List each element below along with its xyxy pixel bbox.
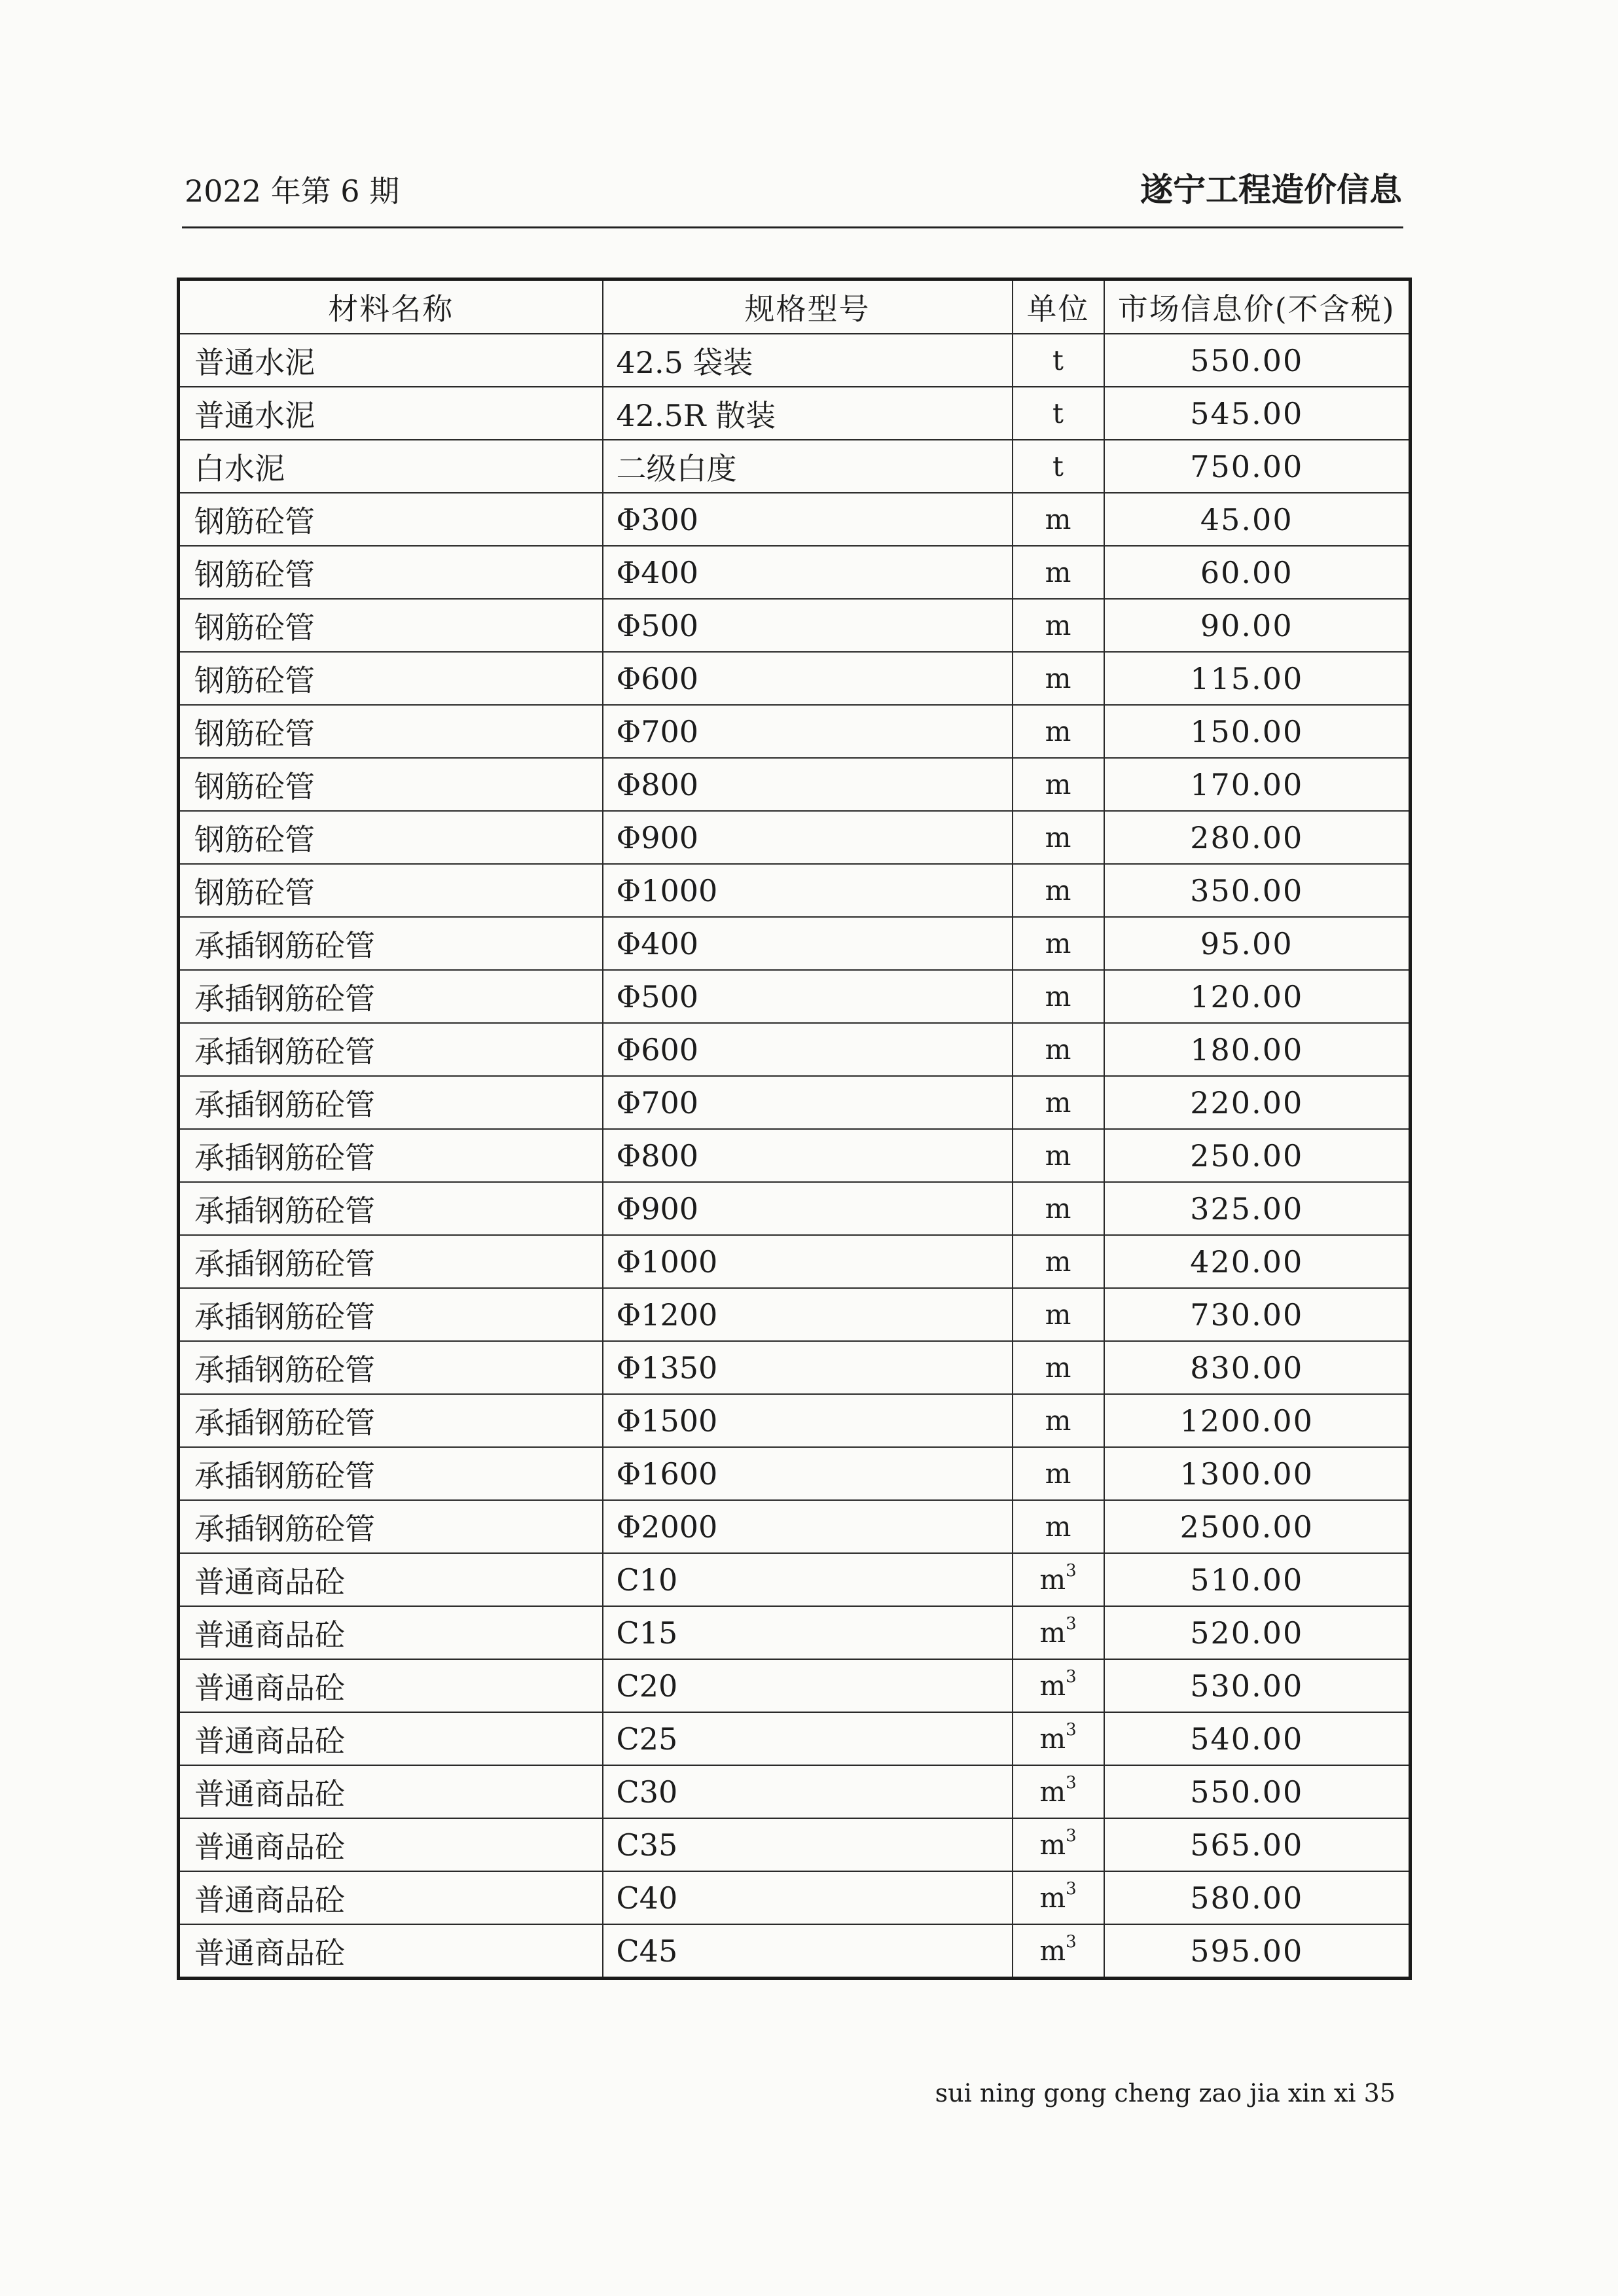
spec-cell-text: Φ1000	[616, 872, 718, 908]
spec-cell	[603, 917, 1013, 970]
price-cell	[1104, 1924, 1411, 1979]
unit-cell	[1013, 1659, 1104, 1712]
spec-cell-text: 二级白度	[616, 450, 737, 486]
unit-cell-text: m	[1039, 1882, 1066, 1914]
spec-cell-text: 42.5R 散装	[616, 397, 776, 433]
spec-cell	[603, 387, 1013, 440]
spec-cell-text: Φ1600	[616, 1456, 718, 1492]
material-name-cell-text: 普通商品砼	[194, 1935, 345, 1971]
material-name-cell	[179, 970, 603, 1023]
unit-cell-text: m	[1039, 1617, 1066, 1649]
material-name-cell	[179, 705, 603, 758]
spec-cell-text: 42.5 袋装	[616, 344, 753, 380]
material-name-cell	[179, 546, 603, 599]
price-cell-text: 730.00	[1190, 1297, 1304, 1333]
material-name-cell	[179, 1924, 603, 1979]
price-cell-text: 565.00	[1190, 1827, 1304, 1863]
unit-cell-text: m	[1039, 1776, 1066, 1808]
unit-cell	[1013, 1447, 1104, 1500]
material-name-cell	[179, 1765, 603, 1818]
spec-cell	[603, 1182, 1013, 1235]
table-row	[179, 1871, 1411, 1924]
table-row	[179, 758, 1411, 811]
material-name-cell	[179, 864, 603, 917]
price-cell	[1104, 1023, 1411, 1076]
page-footer: sui ning gong cheng zao jia xin xi 35	[935, 2079, 1395, 2108]
spec-cell-text: C20	[616, 1668, 678, 1704]
spec-cell-text: Φ700	[616, 1085, 699, 1121]
unit-cell-text: t	[1052, 397, 1064, 429]
table-row	[179, 1447, 1411, 1500]
price-cell	[1104, 864, 1411, 917]
unit-exponent: 3	[1066, 1879, 1077, 1899]
material-name-cell	[179, 1871, 603, 1924]
table-row	[179, 334, 1411, 387]
unit-cell-text: m	[1045, 874, 1071, 906]
unit-exponent: 3	[1066, 1932, 1077, 1952]
table-row	[179, 811, 1411, 864]
material-name-cell-text: 承插钢筋砼管	[194, 1299, 375, 1335]
price-cell-text: 325.00	[1190, 1191, 1304, 1227]
table-row	[179, 1500, 1411, 1553]
table-row	[179, 1235, 1411, 1288]
spec-cell	[603, 440, 1013, 493]
price-cell-text: 180.00	[1190, 1031, 1304, 1067]
material-name-cell	[179, 493, 603, 546]
unit-cell-text: m	[1045, 1352, 1071, 1384]
unit-cell-text: t	[1052, 344, 1064, 376]
unit-cell	[1013, 387, 1104, 440]
spec-cell	[603, 705, 1013, 758]
spec-cell	[603, 546, 1013, 599]
unit-cell-text: m	[1045, 1405, 1071, 1437]
unit-cell	[1013, 1076, 1104, 1129]
price-cell-text: 520.00	[1190, 1615, 1304, 1651]
spec-cell	[603, 334, 1013, 387]
spec-cell	[603, 1765, 1013, 1818]
issue-label: 2022 年第 6 期	[185, 173, 400, 209]
material-name-cell-text: 普通商品砼	[194, 1564, 345, 1600]
unit-cell	[1013, 1023, 1104, 1076]
unit-cell	[1013, 1182, 1104, 1235]
price-cell	[1104, 758, 1411, 811]
table-row	[179, 864, 1411, 917]
price-cell-text: 830.00	[1190, 1350, 1304, 1386]
material-name-cell	[179, 387, 603, 440]
spec-cell-text: Φ800	[616, 766, 699, 802]
table-row	[179, 917, 1411, 970]
spec-cell-text: C10	[616, 1562, 678, 1598]
material-name-cell	[179, 917, 603, 970]
column-header-name: 材料名称	[179, 279, 603, 334]
unit-cell	[1013, 440, 1104, 493]
unit-cell	[1013, 1553, 1104, 1606]
table-row	[179, 1659, 1411, 1712]
material-name-cell-text: 钢筋砼管	[194, 556, 315, 592]
material-name-cell-text: 普通商品砼	[194, 1882, 345, 1918]
spec-cell	[603, 493, 1013, 546]
price-cell-text: 545.00	[1190, 395, 1304, 431]
unit-cell	[1013, 1924, 1104, 1979]
unit-cell	[1013, 1765, 1104, 1818]
price-cell-text: 350.00	[1190, 872, 1304, 908]
material-name-cell	[179, 440, 603, 493]
table-row	[179, 1553, 1411, 1606]
spec-cell-text: Φ300	[616, 501, 699, 537]
material-name-cell	[179, 1129, 603, 1182]
spec-cell	[603, 1076, 1013, 1129]
spec-cell-text: Φ400	[616, 925, 699, 961]
table-body	[179, 334, 1411, 1979]
unit-cell	[1013, 970, 1104, 1023]
unit-cell-text: m	[1045, 1086, 1071, 1119]
material-name-cell-text: 承插钢筋砼管	[194, 1246, 375, 1282]
spec-cell-text: Φ500	[616, 607, 699, 643]
price-cell	[1104, 1500, 1411, 1553]
unit-cell	[1013, 1871, 1104, 1924]
table-row	[179, 1818, 1411, 1871]
table-row	[179, 1712, 1411, 1765]
unit-cell-text: m	[1045, 662, 1071, 694]
spec-cell	[603, 1871, 1013, 1924]
material-name-cell	[179, 652, 603, 705]
price-cell-text: 250.00	[1190, 1138, 1304, 1174]
price-cell-text: 1200.00	[1179, 1403, 1314, 1439]
spec-cell-text: Φ400	[616, 554, 699, 590]
unit-cell	[1013, 705, 1104, 758]
table-row	[179, 546, 1411, 599]
price-cell-text: 530.00	[1190, 1668, 1304, 1704]
material-name-cell	[179, 758, 603, 811]
price-cell-text: 120.00	[1190, 978, 1304, 1014]
table-row	[179, 1023, 1411, 1076]
unit-cell	[1013, 1818, 1104, 1871]
unit-cell-text: m	[1045, 821, 1071, 853]
table-header-row	[179, 279, 1411, 334]
unit-cell-text: m	[1045, 1458, 1071, 1490]
price-cell	[1104, 1129, 1411, 1182]
spec-cell-text: C35	[616, 1827, 678, 1863]
spec-cell	[603, 1129, 1013, 1182]
spec-cell-text: Φ800	[616, 1138, 699, 1174]
price-cell	[1104, 1765, 1411, 1818]
price-cell	[1104, 652, 1411, 705]
price-cell-text: 60.00	[1200, 554, 1293, 590]
material-name-cell	[179, 1818, 603, 1871]
spec-cell-text: Φ1200	[616, 1297, 718, 1333]
unit-cell	[1013, 1288, 1104, 1341]
price-cell	[1104, 1182, 1411, 1235]
price-cell	[1104, 1394, 1411, 1447]
spec-cell	[603, 1500, 1013, 1553]
material-name-cell-text: 普通商品砼	[194, 1670, 345, 1706]
price-cell	[1104, 1076, 1411, 1129]
table-row	[179, 440, 1411, 493]
price-cell-text: 510.00	[1190, 1562, 1304, 1598]
unit-cell-text: t	[1052, 450, 1064, 482]
material-name-cell	[179, 1712, 603, 1765]
table-row	[179, 1288, 1411, 1341]
material-name-cell-text: 钢筋砼管	[194, 768, 315, 804]
price-cell	[1104, 1818, 1411, 1871]
price-cell-text: 90.00	[1200, 607, 1293, 643]
material-name-cell-text: 承插钢筋砼管	[194, 1511, 375, 1547]
price-cell	[1104, 1606, 1411, 1659]
spec-cell	[603, 1924, 1013, 1979]
unit-cell-text: m	[1045, 609, 1071, 641]
unit-cell	[1013, 1712, 1104, 1765]
unit-cell	[1013, 334, 1104, 387]
spec-cell-text: C25	[616, 1721, 678, 1757]
price-table	[177, 278, 1412, 1980]
material-name-cell-text: 普通商品砼	[194, 1776, 345, 1812]
spec-cell-text: Φ900	[616, 1191, 699, 1227]
material-name-cell-text: 钢筋砼管	[194, 503, 315, 539]
material-name-cell-text: 普通商品砼	[194, 1617, 345, 1653]
price-cell-text: 95.00	[1200, 925, 1293, 961]
column-header-spec: 规格型号	[603, 279, 1013, 334]
material-name-cell	[179, 1288, 603, 1341]
spec-cell-text: C15	[616, 1615, 678, 1651]
material-name-cell	[179, 599, 603, 652]
spec-cell	[603, 1447, 1013, 1500]
table-row	[179, 705, 1411, 758]
price-cell-text: 550.00	[1190, 1774, 1304, 1810]
unit-cell-text: m	[1045, 1139, 1071, 1172]
unit-cell	[1013, 811, 1104, 864]
unit-cell	[1013, 864, 1104, 917]
price-cell-text: 2500.00	[1179, 1509, 1314, 1545]
column-header-unit: 单位	[1013, 279, 1104, 334]
price-cell	[1104, 705, 1411, 758]
unit-cell	[1013, 546, 1104, 599]
table-row	[179, 1076, 1411, 1129]
material-name-cell	[179, 811, 603, 864]
table-row	[179, 493, 1411, 546]
price-cell	[1104, 1341, 1411, 1394]
spec-cell-text: C45	[616, 1933, 678, 1969]
spec-cell-text: Φ1000	[616, 1244, 718, 1280]
price-cell	[1104, 811, 1411, 864]
material-name-cell	[179, 1341, 603, 1394]
price-cell	[1104, 546, 1411, 599]
spec-cell	[603, 1288, 1013, 1341]
material-name-cell-text: 承插钢筋砼管	[194, 1458, 375, 1494]
material-name-cell-text: 普通商品砼	[194, 1829, 345, 1865]
unit-cell-text: m	[1045, 927, 1071, 960]
material-name-cell-text: 钢筋砼管	[194, 821, 315, 857]
spec-cell-text: Φ2000	[616, 1509, 718, 1545]
price-cell	[1104, 1871, 1411, 1924]
price-cell	[1104, 493, 1411, 546]
unit-cell	[1013, 599, 1104, 652]
material-name-cell-text: 承插钢筋砼管	[194, 1139, 375, 1175]
material-name-cell-text: 普通水泥	[194, 397, 315, 433]
price-cell-text: 580.00	[1190, 1880, 1304, 1916]
table-row	[179, 970, 1411, 1023]
spec-cell	[603, 1341, 1013, 1394]
spec-cell	[603, 811, 1013, 864]
column-header-price: 市场信息价(不含税)	[1104, 279, 1411, 334]
publication-title: 遂宁工程造价信息	[1140, 170, 1402, 209]
material-name-cell	[179, 1606, 603, 1659]
unit-cell-text: m	[1045, 980, 1071, 1013]
unit-cell-text: m	[1039, 1829, 1066, 1861]
price-cell	[1104, 1235, 1411, 1288]
price-cell-text: 220.00	[1190, 1085, 1304, 1121]
unit-cell-text: m	[1045, 503, 1071, 535]
table-row	[179, 599, 1411, 652]
price-cell	[1104, 1659, 1411, 1712]
spec-cell-text: C40	[616, 1880, 678, 1916]
spec-cell	[603, 1606, 1013, 1659]
unit-cell	[1013, 1394, 1104, 1447]
unit-cell	[1013, 758, 1104, 811]
spec-cell-text: Φ600	[616, 1031, 699, 1067]
price-cell-text: 420.00	[1190, 1244, 1304, 1280]
material-name-cell	[179, 1659, 603, 1712]
unit-cell-text: m	[1045, 1246, 1071, 1278]
spec-cell	[603, 1235, 1013, 1288]
spec-cell	[603, 599, 1013, 652]
spec-cell-text: Φ600	[616, 660, 699, 696]
price-cell	[1104, 1288, 1411, 1341]
price-cell	[1104, 1447, 1411, 1500]
price-cell-text: 595.00	[1190, 1933, 1304, 1969]
unit-cell-text: m	[1045, 1193, 1071, 1225]
material-name-cell-text: 承插钢筋砼管	[194, 1405, 375, 1441]
price-cell-text: 1300.00	[1179, 1456, 1314, 1492]
material-name-cell	[179, 334, 603, 387]
table-row	[179, 1129, 1411, 1182]
unit-cell-text: m	[1045, 715, 1071, 747]
price-cell-text: 115.00	[1190, 660, 1304, 696]
material-name-cell	[179, 1447, 603, 1500]
table-row	[179, 1606, 1411, 1659]
material-name-cell-text: 承插钢筋砼管	[194, 1352, 375, 1388]
unit-cell-text: m	[1045, 1033, 1071, 1066]
unit-cell-text: m	[1045, 556, 1071, 588]
table-row	[179, 1341, 1411, 1394]
unit-cell	[1013, 1500, 1104, 1553]
spec-cell	[603, 1553, 1013, 1606]
unit-cell-text: m	[1039, 1935, 1066, 1967]
unit-cell	[1013, 917, 1104, 970]
material-name-cell	[179, 1394, 603, 1447]
unit-cell	[1013, 493, 1104, 546]
table-row	[179, 1182, 1411, 1235]
price-cell-text: 550.00	[1190, 342, 1304, 378]
material-name-cell-text: 承插钢筋砼管	[194, 927, 375, 963]
unit-cell-text: m	[1045, 1299, 1071, 1331]
spec-cell	[603, 1394, 1013, 1447]
material-name-cell-text: 普通商品砼	[194, 1723, 345, 1759]
unit-exponent: 3	[1066, 1826, 1077, 1846]
spec-cell-text: Φ700	[616, 713, 699, 749]
table-row	[179, 1765, 1411, 1818]
spec-cell-text: Φ500	[616, 978, 699, 1014]
material-name-cell-text: 普通水泥	[194, 344, 315, 380]
unit-exponent: 3	[1066, 1667, 1077, 1687]
price-cell	[1104, 917, 1411, 970]
unit-cell-text: m	[1039, 1670, 1066, 1702]
table-row	[179, 387, 1411, 440]
price-cell	[1104, 334, 1411, 387]
price-cell-text: 45.00	[1200, 501, 1293, 537]
unit-cell-text: m	[1039, 1564, 1066, 1596]
material-name-cell	[179, 1235, 603, 1288]
unit-cell-text: m	[1045, 768, 1071, 800]
table-row	[179, 1924, 1411, 1979]
unit-exponent: 3	[1066, 1614, 1077, 1634]
unit-cell	[1013, 1129, 1104, 1182]
price-cell	[1104, 1553, 1411, 1606]
table-row	[179, 652, 1411, 705]
spec-cell	[603, 1818, 1013, 1871]
spec-cell-text: Φ1350	[616, 1350, 718, 1386]
spec-cell	[603, 970, 1013, 1023]
material-name-cell	[179, 1182, 603, 1235]
price-cell	[1104, 599, 1411, 652]
unit-exponent: 3	[1066, 1773, 1077, 1793]
spec-cell	[603, 1659, 1013, 1712]
unit-cell	[1013, 652, 1104, 705]
price-cell-text: 280.00	[1190, 819, 1304, 855]
material-name-cell-text: 钢筋砼管	[194, 662, 315, 698]
price-cell-text: 750.00	[1190, 448, 1304, 484]
spec-cell-text: Φ1500	[616, 1403, 718, 1439]
material-name-cell-text: 白水泥	[194, 450, 285, 486]
unit-exponent: 3	[1066, 1561, 1077, 1581]
unit-exponent: 3	[1066, 1720, 1077, 1740]
price-cell-text: 170.00	[1190, 766, 1304, 802]
material-name-cell-text: 钢筋砼管	[194, 609, 315, 645]
table-row	[179, 1394, 1411, 1447]
material-name-cell	[179, 1553, 603, 1606]
unit-cell-text: m	[1045, 1511, 1071, 1543]
spec-cell	[603, 864, 1013, 917]
material-name-cell-text: 承插钢筋砼管	[194, 1086, 375, 1122]
spec-cell	[603, 1712, 1013, 1765]
material-name-cell-text: 钢筋砼管	[194, 715, 315, 751]
material-name-cell	[179, 1023, 603, 1076]
price-cell-text: 540.00	[1190, 1721, 1304, 1757]
header-divider	[182, 226, 1403, 228]
price-cell	[1104, 440, 1411, 493]
material-name-cell	[179, 1500, 603, 1553]
price-cell	[1104, 387, 1411, 440]
material-name-cell-text: 钢筋砼管	[194, 874, 315, 910]
material-name-cell-text: 承插钢筋砼管	[194, 1033, 375, 1069]
spec-cell-text: Φ900	[616, 819, 699, 855]
price-cell-text: 150.00	[1190, 713, 1304, 749]
unit-cell	[1013, 1235, 1104, 1288]
price-cell	[1104, 1712, 1411, 1765]
unit-cell	[1013, 1606, 1104, 1659]
unit-cell-text: m	[1039, 1723, 1066, 1755]
unit-cell	[1013, 1341, 1104, 1394]
material-name-cell-text: 承插钢筋砼管	[194, 980, 375, 1016]
spec-cell	[603, 652, 1013, 705]
material-name-cell	[179, 1076, 603, 1129]
material-name-cell-text: 承插钢筋砼管	[194, 1193, 375, 1229]
price-cell	[1104, 970, 1411, 1023]
spec-cell	[603, 1023, 1013, 1076]
spec-cell-text: C30	[616, 1774, 678, 1810]
spec-cell	[603, 758, 1013, 811]
